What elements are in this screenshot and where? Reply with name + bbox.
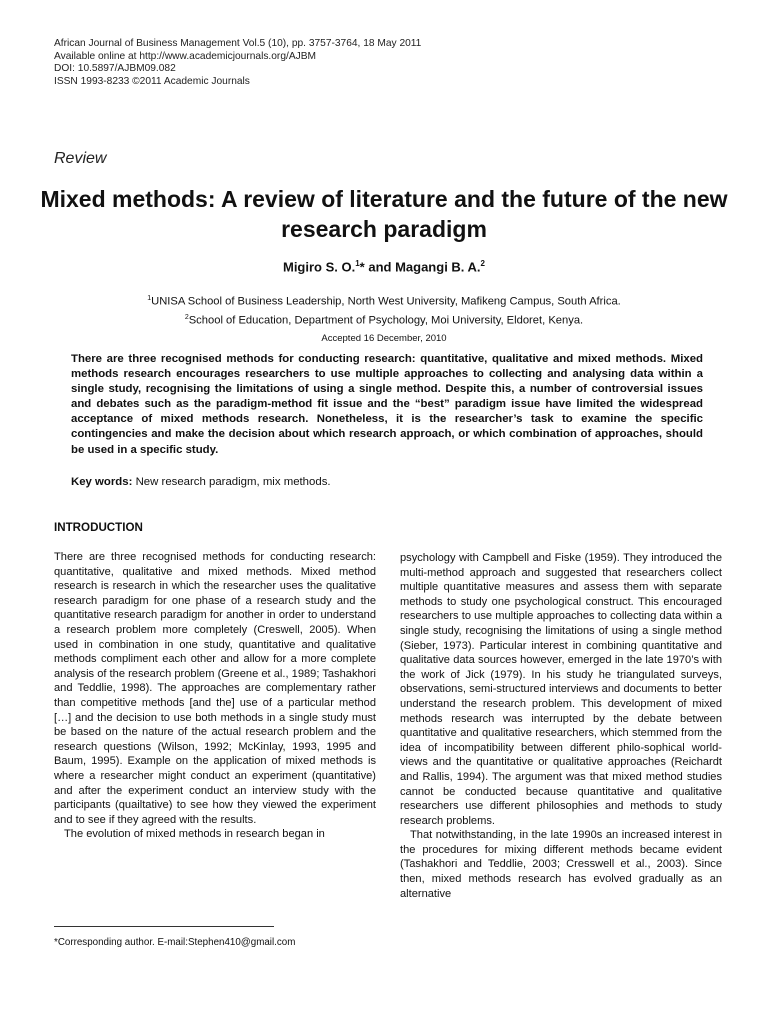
right-paragraph-2: That notwithstanding, in the late 1990s an increased interest in the procedures for mixing different methods became evident (Tashakhori and Teddlie, 2003; Cresswell et al., 2003). Since then, mixed methods research has evolved gradually as an alternative — [400, 829, 722, 900]
left-column — [54, 550, 376, 842]
right-column — [400, 551, 722, 901]
journal-citation-line: African Journal of Business Management Vol.5 (10), pp. 3757-3764, 18 May 2011 — [54, 38, 422, 49]
article-type-label: Review — [54, 150, 107, 167]
keywords-label: Key words: — [71, 476, 133, 488]
doi-line: DOI: 10.5897/AJBM09.082 — [54, 63, 176, 75]
affiliation-1-text: UNISA School of Business Leadership, North West University, Mafikeng Campus, South Africa. — [151, 295, 621, 308]
keywords-text: New research paradigm, mix methods. — [132, 476, 331, 488]
keywords — [71, 476, 331, 488]
author-2-affiliation-mark: 2 — [480, 259, 485, 268]
author-1-name: Migiro S. O. — [282, 259, 356, 275]
affiliation-2-mark: 2 — [184, 313, 189, 321]
corresponding-author-footnote: *Corresponding author. E-mail:Stephen410@gmail.com — [54, 937, 296, 948]
paper-title: Mixed methods: A review of literature and the future of the new research paradigm — [40, 186, 728, 242]
issn-line: ISSN 1993-8233 ©2011 Academic Journals — [54, 75, 250, 87]
left-paragraph-1: There are three recognised methods for conducting research: quantitative, qualitative and mixed methods. Mixed method research is research in which the researcher uses the qualitative research paradigm for one phase of a research study and the quantitative research paradigm for another in order to understand a research problem more completely (Creswell, 2005). When used in combination in one study, quantitative and qualitative methods compliment each other and allow for a more complete analysis of the research problem (Greene et al., 1989; Tashakhori and Teddlie, 1998). The approaches are complementary rather than competitive methods [and the] use of a particular method […] and the decision to use both methods in a single study must be based on the nature of the actual research problem and the research questions (Wilson, 1992; McKinlay, 1993, 1995 and Baum, 1995). Example on the application of mixed methods is where a researcher might conduct an experiment (quantitative) and after the experiment conduct an interview study with the participants (quailtative) to see how they viewed the experiment and to see if they agreed with the results. — [54, 551, 376, 826]
abstract: There are three recognised methods for conducting research: quantitative, qualitative and mixed methods. Mixed methods research encourages researchers to use multiple approaches to collecting and analysing data within a single study, recognising the limitations of using a single method. Despite this, a number of controversial issues and debates such as the paradigm-method fit issue and the “best” paradigm issue have limited the widespread acceptance of mixed methods research. Nonetheless, it is the researcher’s task to examine the specific contingencies and make the decision about which research approach, or which combination of approaches, should be used in a specific study. — [71, 353, 703, 456]
author-2-name: Magangi B. A. — [395, 259, 481, 275]
affiliation-2-text: School of Education, Department of Psychology, Moi University, Eldoret, Kenya. — [188, 314, 584, 327]
journal-header — [54, 38, 421, 88]
introduction-heading: INTRODUCTION — [54, 521, 143, 534]
affiliations — [0, 291, 768, 328]
footnote-divider — [54, 926, 274, 927]
affiliation-1-mark: 1 — [147, 295, 152, 302]
author-line — [0, 259, 768, 274]
left-paragraph-2: The evolution of mixed methods in research began in — [64, 828, 325, 841]
author-1-affiliation-mark: 1 — [355, 259, 360, 268]
right-paragraph-1: psychology with Campbell and Fiske (1959). They introduced the multi-method approach and suggested that researchers collect multiple quantitative measures and assess them with separate methods to study one psychological construct. This encouraged researchers to use multiple approaches to collecting data within a single study, recognising the limitations of using a single method (Sieber, 1973). Particular interest in combining quantitative and qualitative data sources however, emerged in the late 1970’s with the work of Jick (1979). In his study he triangulated surveys, observations, semi-structured interviews and documents to better understand the research problem. This development of mixed methods research was interrupted by the debate between quantitative and qualitative researchers, which stemmed from the idea of incompatibility between different philo-sophical world- views and the quantitative or qualitative approaches (Reichardt and Rallis, 1994). The argument was that mixed method studies cannot be conducted because quantitative and qualitative researchers use different philosophies and methods to study research problems. — [400, 552, 722, 827]
affiliation-2 — [0, 310, 768, 329]
affiliation-1 — [0, 291, 768, 310]
accepted-date: Accepted 16 December, 2010 — [321, 333, 447, 344]
journal-url-line: Available online at http://www.academicjournals.org/AJBM — [54, 50, 316, 62]
author-connector: and — [364, 259, 396, 275]
corresponding-author-mark: * — [359, 259, 365, 275]
